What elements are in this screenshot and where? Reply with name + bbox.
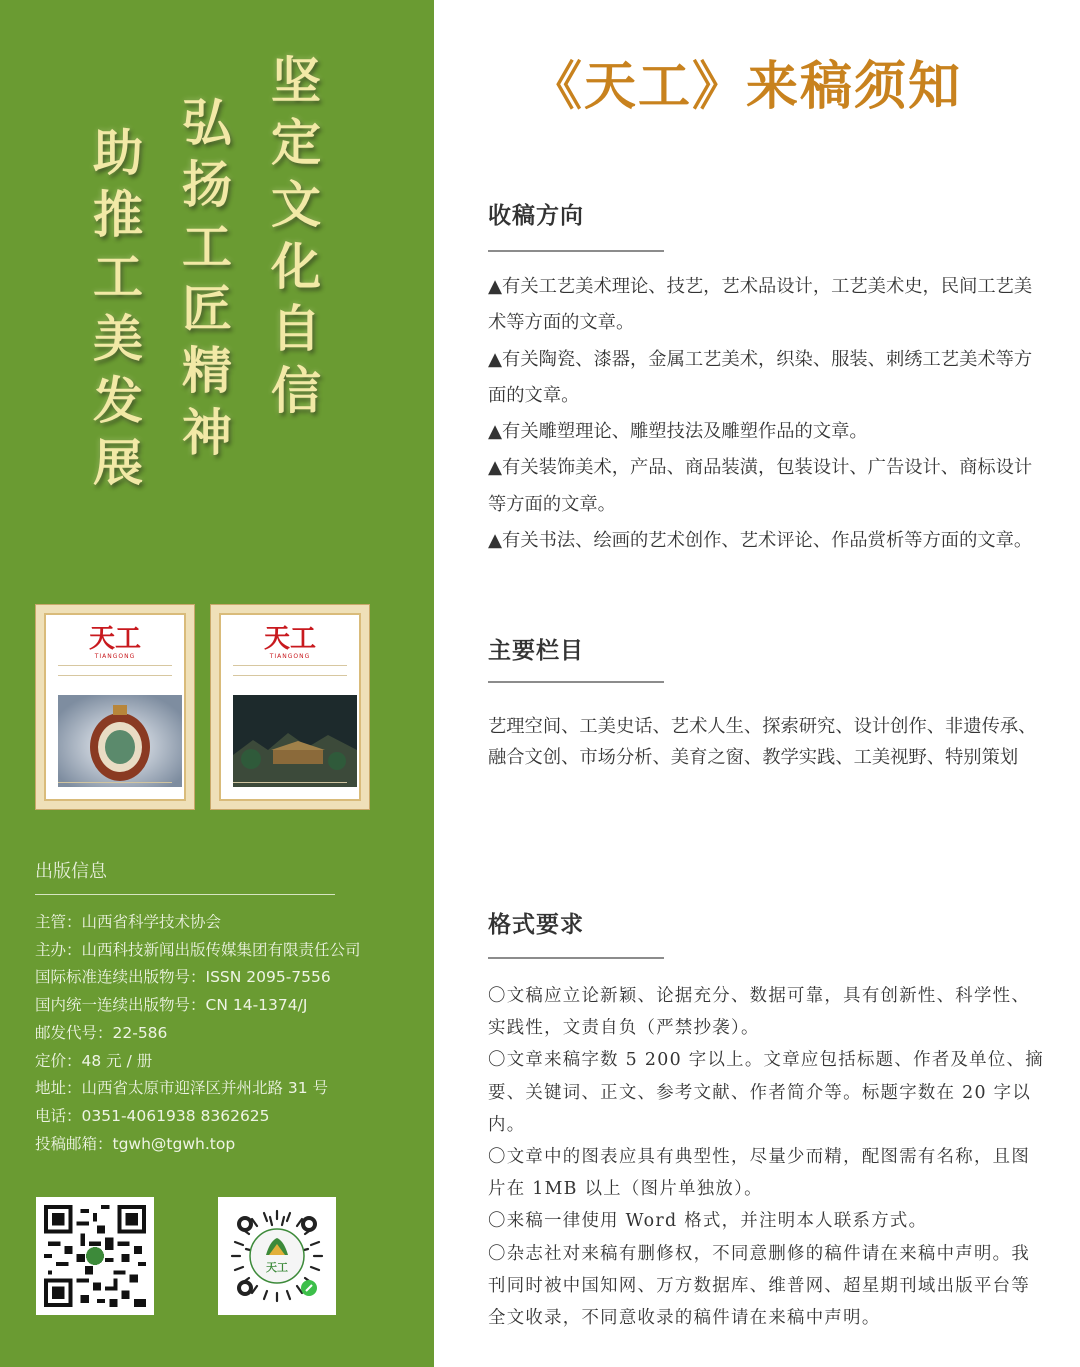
slogan-column-1: [271, 50, 321, 422]
publication-info-list: [35, 909, 361, 1158]
qr-code[interactable]: [36, 1197, 154, 1315]
slogan-char: 助: [93, 123, 143, 182]
section-divider: [488, 681, 664, 683]
slogan-char: 信: [271, 361, 321, 420]
publication-info-title: 出版信息: [35, 861, 107, 882]
slogan-column-3: [93, 122, 143, 494]
slogan-char: 坚: [271, 51, 321, 110]
direction-item: ▲有关雕塑理论、雕塑技法及雕塑作品的文章。: [488, 421, 868, 443]
left-panel: [0, 0, 434, 1367]
direction-item: ▲有关陶瓷、漆器，金属工艺美术，织染、服装、刺绣工艺美术等方面的文章。: [488, 348, 1033, 406]
slogan-char: 定: [271, 113, 321, 172]
cover-frame: [219, 613, 361, 801]
section-divider: [488, 250, 664, 252]
format-item: 〇杂志社对来稿有删修权，不同意删修的稿件请在来稿中声明。我刊同时被中国知网、万方数据库、维普网、超星期刊域出版平台等全文收录，不同意收录的稿件请在来稿中声明。: [488, 1243, 1031, 1329]
publication-info-line: 国内统一连续出版物号：CN 14-1374/J: [35, 996, 308, 1015]
slogan-char: 文: [271, 175, 321, 234]
slogan-char: 精: [182, 341, 232, 400]
direction-item: ▲有关工艺美术理论、技艺，艺术品设计，工艺美术史，民间工艺美术等方面的文章。: [488, 276, 1033, 334]
slogan-char: 匠: [182, 279, 232, 338]
format-list: [488, 980, 1046, 1334]
cover-divider: [58, 665, 172, 666]
section-heading-format: 格式要求: [488, 912, 584, 938]
cover-logo-subtitle: TIANGONG: [269, 653, 311, 660]
cover-logo-subtitle: TIANGONG: [94, 653, 136, 660]
direction-list: [488, 269, 1044, 559]
direction-item: ▲有关书法、绘画的艺术创作、艺术评论、作品赏析等方面的文章。: [488, 530, 1033, 552]
magazine-covers: [35, 604, 370, 810]
slogan-char: 工: [182, 217, 232, 276]
publication-info-line: 主管：山西省科学技术协会: [35, 913, 222, 931]
mini-program-center-text: 天工: [266, 1261, 288, 1274]
cover-logo: 天工: [88, 624, 141, 654]
slogan-char: 发: [93, 371, 143, 430]
format-item: 〇来稿一律使用 Word 格式，并注明本人联系方式。: [488, 1211, 928, 1232]
magazine-cover-vase[interactable]: [35, 604, 195, 810]
publication-info-line: 定价：48 元 / 册: [35, 1051, 153, 1070]
slogan-char: 美: [93, 309, 143, 368]
cover-divider: [233, 665, 347, 666]
publication-info-line: 电话：0351-4061938 8362625: [35, 1106, 270, 1125]
cover-footer: [58, 782, 172, 789]
slogan-char: 推: [93, 185, 143, 244]
cover-divider: [233, 675, 347, 676]
cover-frame: [44, 613, 186, 801]
direction-item: ▲有关装饰美术，产品、商品装潢，包装设计、广告设计、商标设计等方面的文章。: [488, 457, 1033, 515]
publication-info-line: 邮发代号：22-586: [35, 1023, 168, 1042]
landscape-painting-image: [233, 695, 357, 787]
publication-info-line: 国际标准连续出版物号：ISSN 2095-7556: [35, 968, 331, 987]
slogan-char: 神: [182, 403, 232, 462]
format-item: 〇文章中的图表应具有典型性，尽量少而精，配图需有名称，且图片在 1MB 以上（图片单独放）。: [488, 1147, 1031, 1200]
slogan-char: 化: [271, 237, 321, 296]
mini-program-code[interactable]: [218, 1197, 336, 1315]
section-divider: [488, 957, 664, 959]
publication-info-divider: [35, 894, 335, 895]
slogan-char: 自: [271, 299, 321, 358]
format-item: 〇文章来稿字数 5 200 字以上。文章应包括标题、作者及单位、摘要、关键词、正文、参考文献、作者简介等。标题字数在 20 字以内。: [488, 1050, 1044, 1135]
publication-info-line: 主办：山西科技新闻出版传媒集团有限责任公司: [35, 940, 361, 959]
cover-footer: [233, 782, 347, 789]
publication-info-line: 地址：山西省太原市迎泽区并州北路 31 号: [35, 1079, 329, 1098]
cover-logo: 天工: [263, 624, 316, 654]
slogan-char: 扬: [182, 155, 232, 214]
mini-program-code-icon: [226, 1205, 328, 1307]
columns-text: 艺理空间、工美史话、艺术人生、探索研究、设计创作、非遗传承、融合文创、市场分析、美育之窗、教学实践、工美视野、特别策划: [488, 716, 1037, 768]
cover-divider: [58, 675, 172, 676]
vase-image: [58, 695, 182, 787]
qr-code-icon: [44, 1205, 146, 1307]
slogan-char: 展: [93, 433, 143, 492]
slogan-column-2: [182, 92, 232, 464]
section-heading-columns: 主要栏目: [488, 638, 584, 664]
slogan-char: 工: [93, 247, 143, 306]
magazine-cover-landscape[interactable]: [210, 604, 370, 810]
page-title: 《天工》来稿须知: [530, 56, 963, 117]
format-item: 〇文稿应立论新颖、论据充分、数据可靠，具有创新性、科学性、实践性，文责自负（严禁抄袭）。: [488, 986, 1031, 1039]
publication-info-line[interactable]: 投稿邮箱：tgwh@tgwh.top: [35, 1134, 236, 1153]
slogan-char: 弘: [182, 93, 232, 152]
section-heading-direction: 收稿方向: [488, 203, 584, 229]
